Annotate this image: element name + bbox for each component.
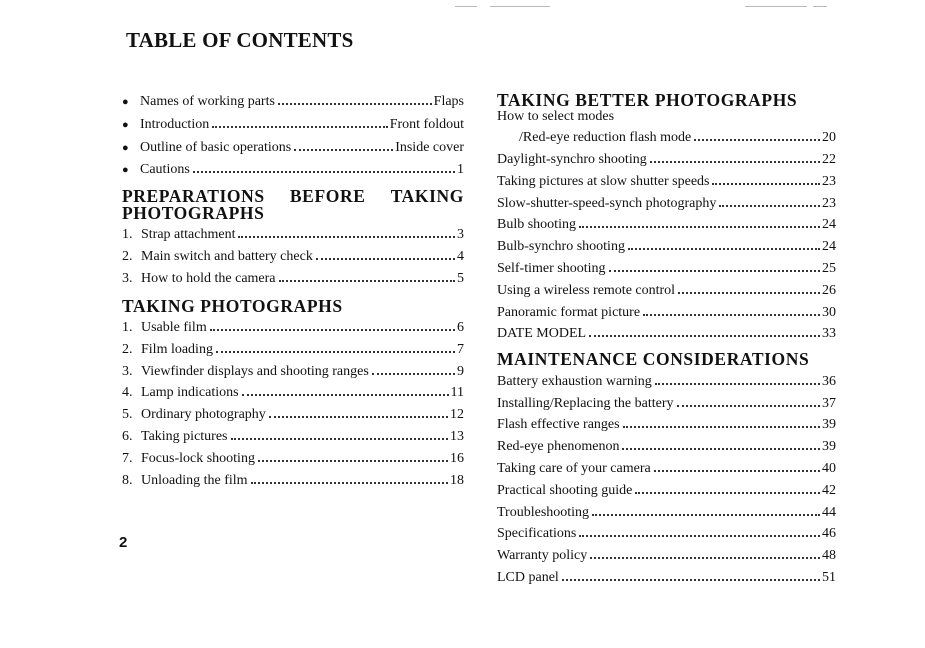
entry-page: 26 xyxy=(822,282,836,298)
entry-label: Red-eye phenomenon xyxy=(497,439,620,455)
dot-leader xyxy=(609,255,821,272)
toc-entry[interactable] xyxy=(122,314,464,336)
dot-leader xyxy=(562,564,820,581)
entry-page: 37 xyxy=(822,395,836,411)
entry-label: Cautions xyxy=(140,162,190,178)
entry-number: 4. xyxy=(122,385,133,401)
toc-entry[interactable] xyxy=(497,564,836,586)
entry-page: 46 xyxy=(822,526,836,542)
entry-label: Introduction xyxy=(140,116,210,132)
entry-label: Lamp indications xyxy=(141,385,239,401)
entry-number: 1. xyxy=(122,227,133,243)
toc-entry[interactable] xyxy=(497,411,836,433)
entry-page: 33 xyxy=(822,326,836,342)
entry-page: 7 xyxy=(457,341,464,357)
dot-leader xyxy=(678,277,820,294)
toc-entry[interactable] xyxy=(497,455,836,477)
bullet-icon: ● xyxy=(122,141,129,154)
entry-page: Front foldout xyxy=(389,116,464,132)
entry-label: Main switch and battery check xyxy=(141,248,313,264)
entry-label: Slow-shutter-speed-synch photography xyxy=(497,195,717,211)
page-title: TABLE OF CONTENTS xyxy=(126,28,354,52)
toc-entry[interactable] xyxy=(497,211,836,233)
entry-label: Taking care of your camera xyxy=(497,460,651,476)
toc-entry[interactable] xyxy=(497,542,836,564)
entry-label: Usable film xyxy=(141,320,207,336)
entry-label: Film loading xyxy=(141,341,213,357)
entry-page: 40 xyxy=(822,460,836,476)
toc-entry[interactable] xyxy=(122,358,464,380)
dot-leader xyxy=(238,221,455,238)
bullet-icon: ● xyxy=(122,164,129,177)
entry-label: Taking pictures at slow shutter speeds xyxy=(497,173,710,189)
entry-label: Battery exhaustion warning xyxy=(497,373,652,389)
toc-entry[interactable] xyxy=(497,168,836,190)
dot-leader xyxy=(628,233,820,250)
toc-entry[interactable] xyxy=(122,379,464,401)
dot-leader xyxy=(279,265,455,282)
dot-leader xyxy=(719,190,820,207)
entry-page: 5 xyxy=(457,270,464,286)
dot-leader xyxy=(643,299,820,316)
entry-page: 22 xyxy=(822,152,836,168)
toc-entry[interactable] xyxy=(122,445,464,467)
dot-leader xyxy=(231,423,449,440)
entry-page: 25 xyxy=(822,261,836,277)
toc-entry[interactable] xyxy=(497,146,836,168)
preparations-list xyxy=(122,221,464,286)
dot-leader xyxy=(193,156,455,173)
dot-leader xyxy=(210,314,455,331)
dot-leader xyxy=(655,368,820,385)
intro-list xyxy=(122,88,464,179)
toc-entry[interactable] xyxy=(497,233,836,255)
entry-label: DATE MODEL xyxy=(497,326,587,342)
toc-entry[interactable] xyxy=(122,88,464,111)
entry-number: 6. xyxy=(122,429,133,445)
entry-number: 8. xyxy=(122,472,133,488)
entry-page: 24 xyxy=(822,217,836,233)
entry-label: Daylight-synchro shooting xyxy=(497,152,647,168)
toc-entry[interactable] xyxy=(122,265,464,287)
entry-page: Flaps xyxy=(433,94,464,109)
heading-word: PHOTOGRAPHS xyxy=(122,202,265,223)
toc-entry[interactable] xyxy=(122,243,464,265)
toc-entry[interactable] xyxy=(497,320,836,342)
dot-leader xyxy=(677,390,820,407)
section-heading-preparations xyxy=(122,188,464,221)
entry-label: Practical shooting guide xyxy=(497,482,633,498)
dot-leader xyxy=(623,411,820,428)
entry-page: 11 xyxy=(450,385,464,401)
toc-entry[interactable] xyxy=(497,390,836,412)
entry-page: 1 xyxy=(457,162,464,178)
page-number: 2 xyxy=(119,534,128,551)
section-heading-taking-better: TAKING BETTER PHOTOGRAPHS xyxy=(497,90,798,110)
dot-leader xyxy=(712,168,820,185)
dot-leader xyxy=(589,320,820,337)
entry-label: Troubleshooting xyxy=(497,504,590,520)
entry-page: 36 xyxy=(822,373,836,389)
dot-leader xyxy=(579,211,820,228)
taking-better-list xyxy=(497,124,836,342)
entry-label: Strap attachment xyxy=(141,227,236,243)
entry-page: 48 xyxy=(822,548,836,564)
dot-leader xyxy=(622,433,820,450)
entry-number: 3. xyxy=(122,363,133,379)
entry-page: 20 xyxy=(822,130,836,146)
entry-page: 9 xyxy=(457,363,464,379)
entry-page: 12 xyxy=(450,407,464,423)
dot-leader xyxy=(316,243,455,260)
heading-word: TAKING xyxy=(390,186,464,207)
entry-number: 7. xyxy=(122,450,133,466)
toc-entry[interactable] xyxy=(497,520,836,542)
toc-entry[interactable] xyxy=(497,124,836,146)
toc-entry[interactable] xyxy=(122,134,464,157)
entry-page: 39 xyxy=(822,417,836,433)
bullet-icon: ● xyxy=(122,118,129,131)
toc-entry[interactable] xyxy=(122,467,464,489)
dot-leader xyxy=(590,542,820,559)
entry-label: Ordinary photography xyxy=(141,407,266,423)
dot-leader xyxy=(579,520,820,537)
scan-edge-line xyxy=(745,6,807,7)
entry-label: Bulb shooting xyxy=(497,217,576,233)
heading-word: BEFORE xyxy=(289,186,366,207)
dot-leader xyxy=(258,445,448,462)
entry-label: Focus-lock shooting xyxy=(141,450,255,466)
right-column xyxy=(497,92,836,586)
entry-label: Bulb-synchro shooting xyxy=(497,239,625,255)
section-heading-taking-photographs: TAKING PHOTOGRAPHS xyxy=(122,295,343,316)
toc-entry[interactable] xyxy=(497,499,836,521)
modes-intro-line: How to select modes xyxy=(497,108,615,124)
dot-leader xyxy=(278,88,432,105)
dot-leader xyxy=(694,124,820,141)
entry-page: 16 xyxy=(450,450,464,466)
toc-entry[interactable] xyxy=(122,221,464,243)
entry-label: Using a wireless remote control xyxy=(497,282,676,298)
entry-page: 3 xyxy=(457,227,464,243)
entry-page: 51 xyxy=(822,569,836,585)
entry-label: Outline of basic operations xyxy=(140,139,292,155)
entry-label: Taking pictures xyxy=(141,429,228,445)
scan-edge-line xyxy=(490,6,550,7)
entry-page: 44 xyxy=(822,504,836,520)
dot-leader xyxy=(216,336,455,353)
entry-page: 42 xyxy=(822,482,836,498)
toc-entry[interactable] xyxy=(122,423,464,445)
left-column xyxy=(122,88,464,488)
entry-page: 18 xyxy=(450,472,464,488)
dot-leader xyxy=(592,499,820,516)
toc-entry[interactable] xyxy=(497,368,836,390)
toc-entry[interactable] xyxy=(122,401,464,423)
entry-number: 3. xyxy=(122,270,133,286)
entry-label: Viewfinder displays and shooting ranges xyxy=(141,363,369,379)
entry-label: /Red-eye reduction flash mode xyxy=(519,130,692,146)
dot-leader xyxy=(635,477,820,494)
taking-photographs-list xyxy=(122,314,464,488)
toc-entry[interactable] xyxy=(122,111,464,134)
dot-leader xyxy=(650,146,820,163)
toc-entry[interactable] xyxy=(497,255,836,277)
section-heading-maintenance: MAINTENANCE CONSIDERATIONS xyxy=(497,349,810,370)
toc-entry[interactable] xyxy=(497,433,836,455)
dot-leader xyxy=(654,455,820,472)
entry-page: 30 xyxy=(822,304,836,320)
scan-edge-line xyxy=(455,6,477,7)
dot-leader xyxy=(269,401,448,418)
toc-entry[interactable] xyxy=(497,299,836,321)
scan-edge-line xyxy=(813,6,827,7)
entry-number: 5. xyxy=(122,407,133,423)
maintenance-list xyxy=(497,368,836,586)
toc-entry[interactable] xyxy=(122,336,464,358)
entry-label: Unloading the film xyxy=(141,472,248,488)
entry-page: 23 xyxy=(822,173,836,189)
toc-entry[interactable] xyxy=(497,190,836,212)
bullet-icon: ● xyxy=(122,96,129,108)
entry-number: 1. xyxy=(122,320,133,336)
entry-label: Warranty policy xyxy=(497,548,588,564)
dot-leader xyxy=(212,111,388,128)
entry-page: 13 xyxy=(450,429,464,445)
entry-page: 24 xyxy=(822,239,836,255)
toc-entry[interactable] xyxy=(122,156,464,179)
toc-entry[interactable] xyxy=(497,277,836,299)
entry-page: 4 xyxy=(457,248,464,264)
entry-number: 2. xyxy=(122,248,133,264)
entry-page: Inside cover xyxy=(395,139,464,155)
entry-label: LCD panel xyxy=(497,569,559,585)
dot-leader xyxy=(294,134,393,151)
entry-label: Panoramic format picture xyxy=(497,304,641,320)
entry-page: 23 xyxy=(822,195,836,211)
entry-page: 39 xyxy=(822,439,836,455)
entry-label: Installing/Replacing the battery xyxy=(497,395,674,411)
entry-label: Names of working parts xyxy=(140,94,275,109)
dot-leader xyxy=(251,467,448,484)
entry-label: Self-timer shooting xyxy=(497,261,606,277)
entry-page: 6 xyxy=(457,320,464,336)
dot-leader xyxy=(372,358,455,375)
entry-number: 2. xyxy=(122,341,133,357)
heading-word: PREPARATIONS xyxy=(122,186,265,207)
entry-label: Flash effective ranges xyxy=(497,417,620,433)
entry-label: Specifications xyxy=(497,526,577,542)
dot-leader xyxy=(242,379,449,396)
entry-label: How to hold the camera xyxy=(141,270,276,286)
toc-entry[interactable] xyxy=(497,477,836,499)
